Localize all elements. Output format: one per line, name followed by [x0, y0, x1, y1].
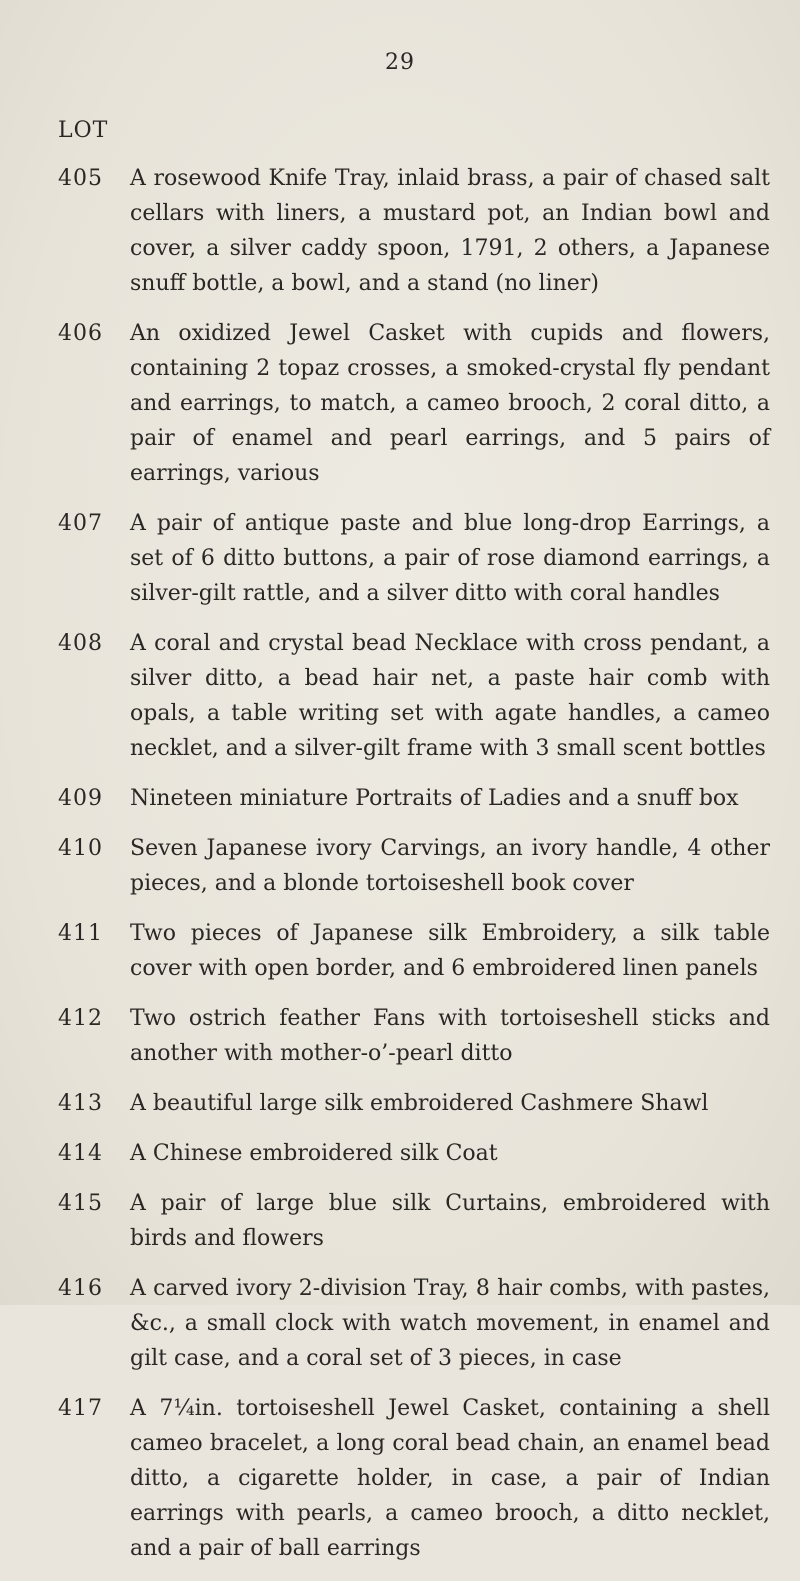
lot-number: 407	[58, 511, 103, 536]
lot-description: A rosewood Knife Tray, inlaid brass, a pair of chased salt cellars with liners, a mustard pot, an Indian bowl and cover, a silver caddy spoon, 1791, 2 others, a Japanese snuff bottle, a bowl, and a stand (no liner)	[130, 166, 770, 296]
lot-number: 416	[58, 1276, 103, 1301]
lot-entry	[0, 316, 800, 491]
lot-number: 411	[58, 921, 103, 946]
lot-number: 406	[58, 321, 103, 346]
lot-number: 417	[58, 1396, 103, 1421]
lot-number: 412	[58, 1006, 103, 1031]
lot-number: 405	[58, 166, 103, 191]
lot-description: A 7¼in. tortoiseshell Jewel Casket, containing a shell cameo bracelet, a long coral bead chain, an enamel bead ditto, a cigarette holder, in case, a pair of Indian earrings with pearls, a cameo brooch, a ditto necklet, and a pair of ball earrings	[130, 1396, 770, 1561]
lot-entry	[0, 1391, 800, 1566]
lot-description: A beautiful large silk embroidered Cashmere Shawl	[130, 1091, 709, 1116]
lot-description: A carved ivory 2-division Tray, 8 hair combs, with pastes, &c., a small clock with watch movement, in enamel and gilt case, and a coral set of 3 pieces, in case	[130, 1276, 770, 1371]
lot-description: Two ostrich feather Fans with tortoiseshell sticks and another with mother-o’-pearl ditto	[130, 1006, 770, 1066]
lot-description: Nineteen miniature Portraits of Ladies and a snuff box	[130, 786, 739, 811]
lot-entry	[0, 916, 800, 986]
lot-entry	[0, 506, 800, 611]
lot-number: 415	[58, 1191, 103, 1216]
lot-description: An oxidized Jewel Casket with cupids and flowers, containing 2 topaz crosses, a smoked-crystal fly pendant and earrings, to match, a cameo brooch, 2 coral ditto, a pair of enamel and pearl earrings, and 5 pairs of earrings, various	[130, 321, 770, 486]
lot-entry	[0, 831, 800, 901]
lot-description: A coral and crystal bead Necklace with cross pendant, a silver ditto, a bead hair net, a paste hair comb with opals, a table writing set with agate handles, a cameo necklet, and a silver-gilt frame with 3 small scent bottles	[130, 631, 770, 761]
lot-description: Seven Japanese ivory Carvings, an ivory handle, 4 other pieces, and a blonde tortoiseshell book cover	[130, 836, 770, 896]
lot-number: 408	[58, 631, 103, 656]
lot-entry	[0, 626, 800, 766]
lot-number: 413	[58, 1091, 103, 1116]
lot-description: A Chinese embroidered silk Coat	[130, 1141, 498, 1166]
lot-number: 409	[58, 786, 103, 811]
lot-entry	[0, 781, 800, 816]
lot-entry	[0, 1086, 800, 1121]
lot-entry	[0, 1136, 800, 1171]
lot-entry	[0, 1001, 800, 1071]
lot-entry	[0, 161, 800, 301]
lot-list	[0, 161, 800, 1581]
lot-number: 414	[58, 1141, 103, 1166]
page-number: 29	[385, 50, 415, 75]
lot-entry	[0, 1186, 800, 1256]
lot-description: A pair of large blue silk Curtains, embroidered with birds and flowers	[130, 1191, 770, 1251]
lot-column-heading: LOT	[58, 118, 109, 143]
lot-description: Two pieces of Japanese silk Embroidery, a silk table cover with open border, and 6 embroidered linen panels	[130, 921, 770, 981]
lot-description: A pair of antique paste and blue long-drop Earrings, a set of 6 ditto buttons, a pair of rose diamond earrings, a silver-gilt rattle, and a silver ditto with coral handles	[130, 511, 770, 606]
lot-entry	[0, 1271, 800, 1376]
lot-number: 410	[58, 836, 103, 861]
